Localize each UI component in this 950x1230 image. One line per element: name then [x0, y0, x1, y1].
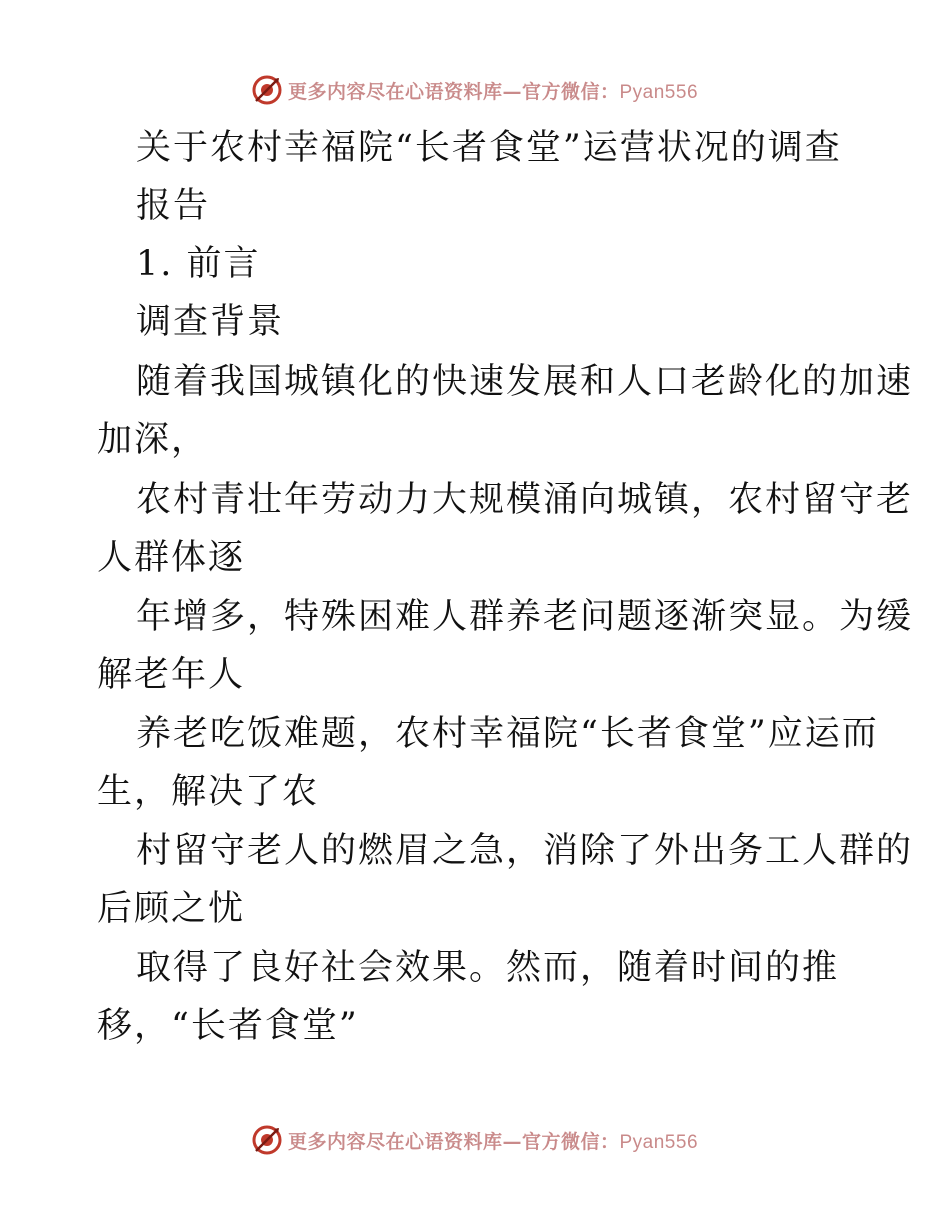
paragraph-line: 农村青壮年劳动力大规模涌向城镇，农村留守老: [136, 480, 914, 520]
footer-banner-text: 更多内容尽在心语资料库—官方微信：Pyan556: [287, 1130, 699, 1153]
section-heading: 1. 前言: [136, 244, 261, 284]
footer-banner: [0, 1120, 950, 1160]
paragraph-line: 取得了良好社会效果。然而，随着时间的推: [136, 948, 840, 988]
paragraph-line: 后顾之忧: [97, 889, 246, 929]
paragraph-line: 解老年人: [97, 655, 246, 695]
paragraph-line: 随着我国城镇化的快速发展和人口老龄化的加速: [136, 362, 914, 402]
pen-logo-icon: [252, 1125, 282, 1155]
header-banner-text: 更多内容尽在心语资料库—官方微信：Pyan556: [287, 80, 699, 103]
paragraph-line: 加深，: [97, 420, 209, 460]
subsection-heading: 调查背景: [136, 302, 285, 342]
paragraph-line: 移，“长者食堂”: [97, 1006, 359, 1046]
paragraph-line: 年增多，特殊困难人群养老问题逐渐突显。为缓: [136, 597, 914, 637]
paragraph-line: 生，解决了农: [97, 772, 320, 812]
footer-wechat-id: Pyan556: [619, 1131, 699, 1153]
document-title-line-2: 报告: [136, 186, 211, 226]
document-title-line-1: 关于农村幸福院“长者食堂”运营状况的调查: [136, 128, 842, 168]
paragraph-line: 人群体逐: [97, 538, 246, 578]
header-wechat-id: Pyan556: [619, 81, 699, 103]
paragraph-line: 村留守老人的燃眉之急，消除了外出务工人群的: [136, 831, 914, 871]
paragraph-line: 养老吃饭难题，农村幸福院“长者食堂”应运而: [136, 714, 879, 754]
